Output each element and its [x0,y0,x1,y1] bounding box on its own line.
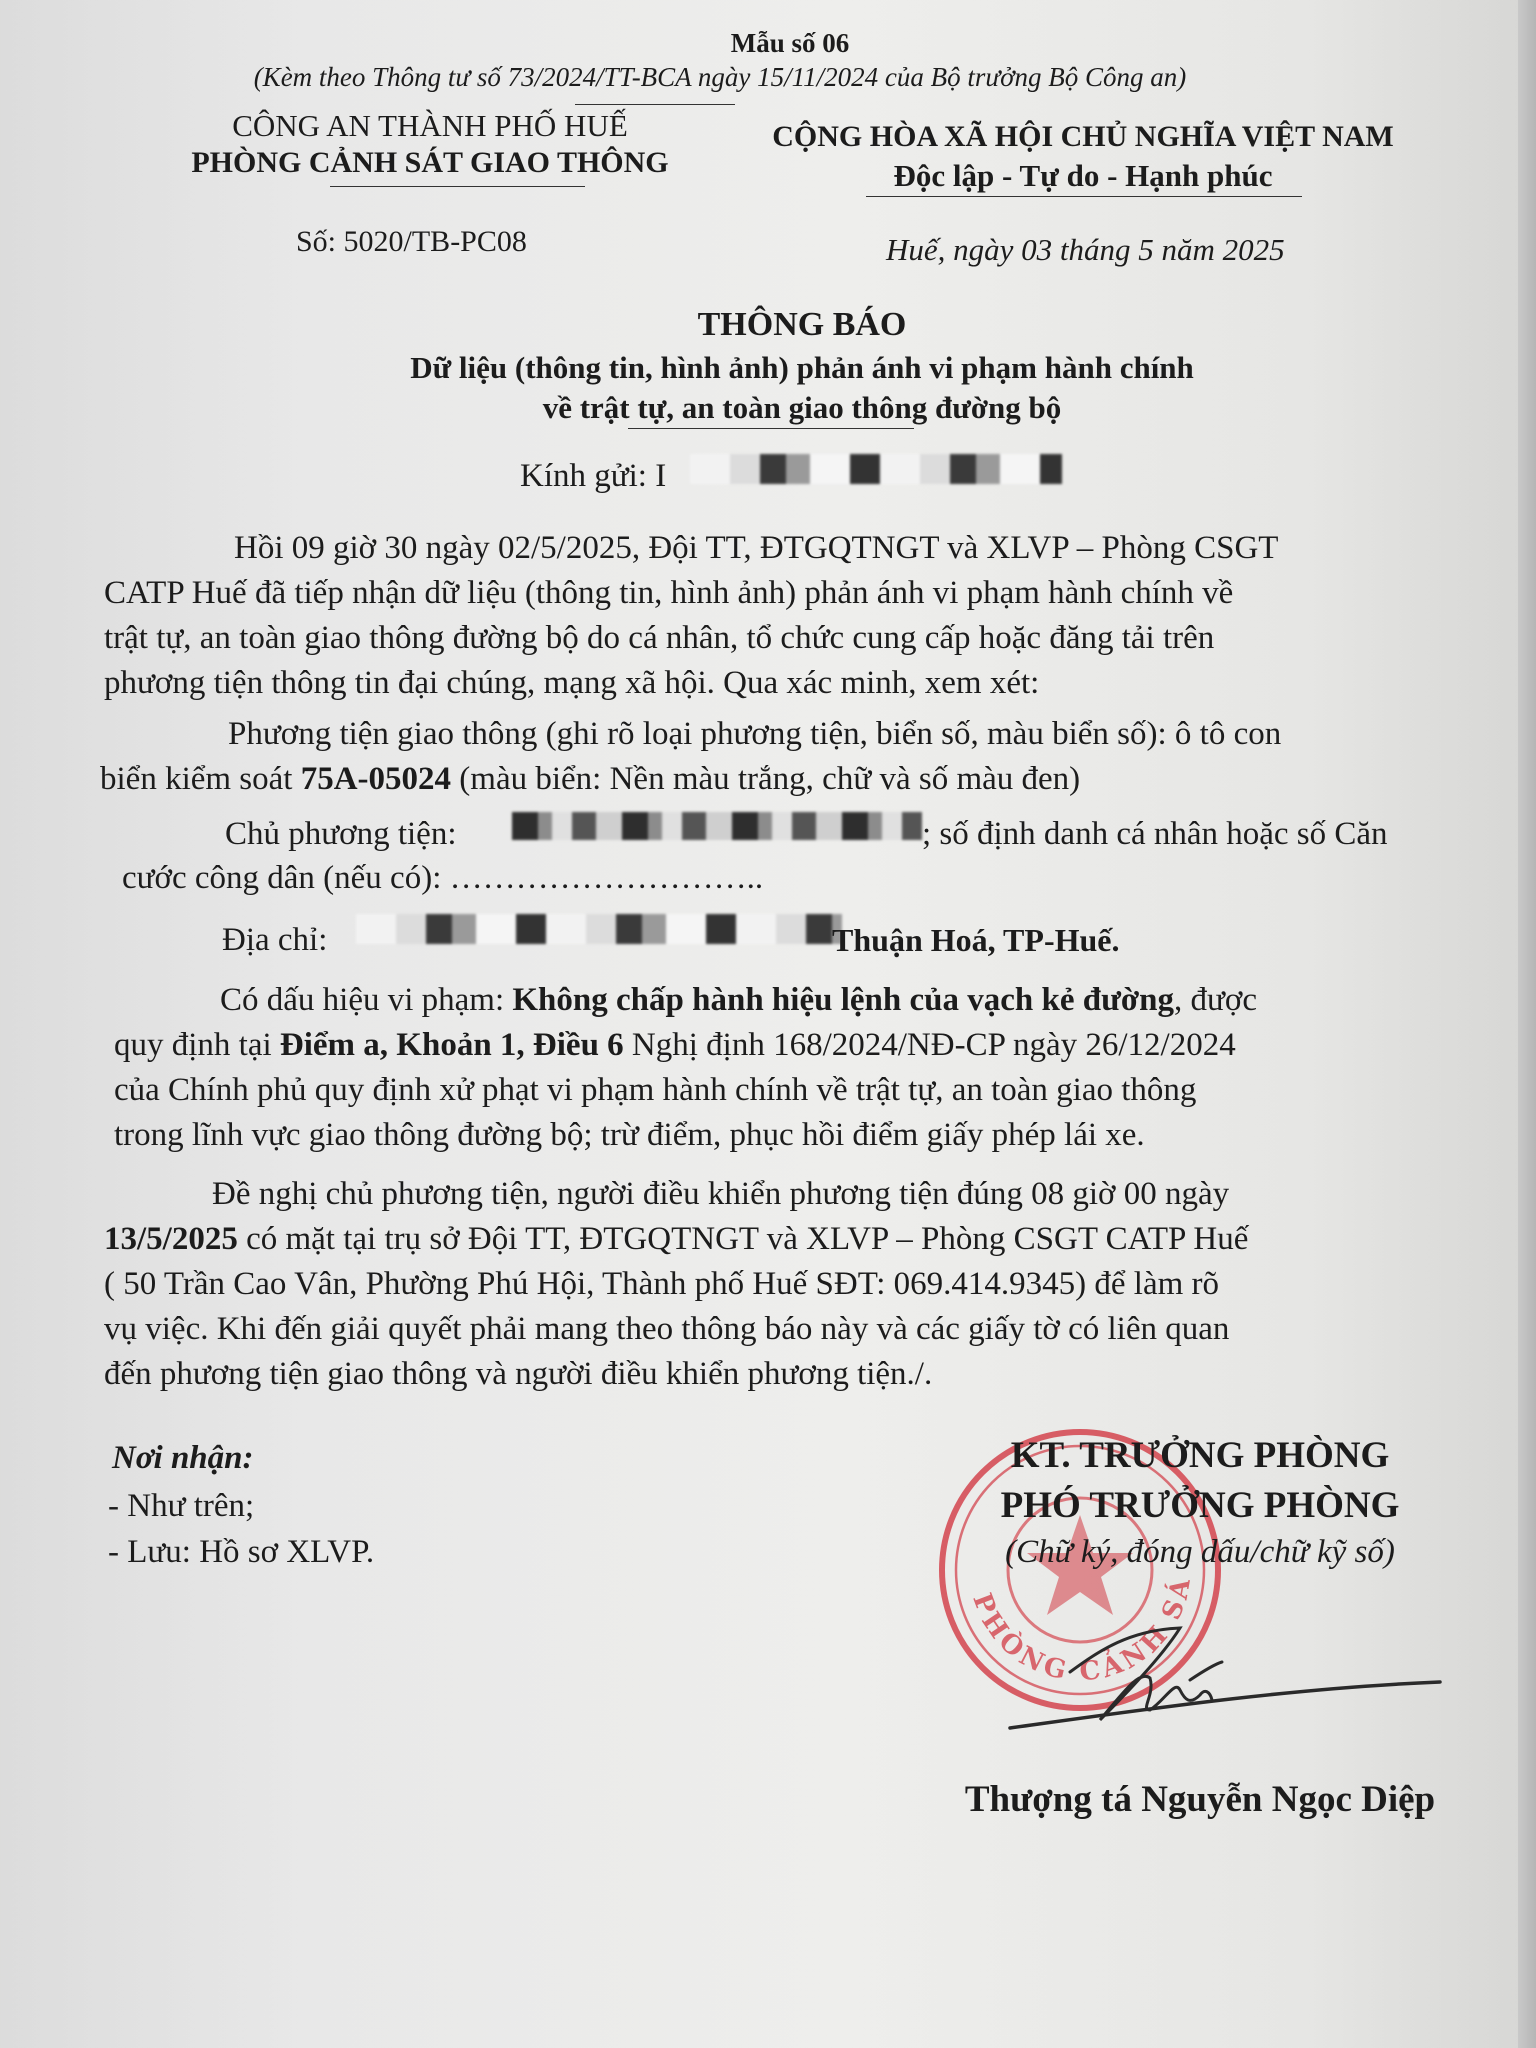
text-line [114,1023,1474,1068]
address-label: Địa chỉ: [222,922,328,958]
stamp-text: PHÒNG CẢNH SÁ [966,1573,1198,1688]
text-line: của Chính phủ quy định xử phạt vi phạm hành chính về trật tự, an toàn giao thông [114,1072,1197,1108]
signer-name: Thượng tá Nguyễn Ngọc Diệp [964,1779,1436,1820]
document-title: THÔNG BÁO [697,306,907,343]
text-span: Hồi 09 giờ 30 ngày 02/5/2025, Đội TT, ĐTGQTNGT và XLVP – Phòng CSGT [234,530,1279,566]
form-number: Mẫu số 06 [730,28,850,58]
violation-clause: Điểm a, Khoản 1, Điều 6 [279,1027,624,1063]
text-line: Đề nghị chủ phương tiện, người điều khiển phương tiện đúng 08 giờ 00 ngày [212,1176,1230,1212]
appointment-date: 13/5/2025 [104,1221,238,1257]
document-subtitle-2: về trật tự, an toàn giao thông đường bộ [542,390,1062,425]
text-line: CATP Huế đã tiếp nhận dữ liệu (thông tin, hình ảnh) phản ánh vi phạm hành chính về [104,575,1234,611]
license-plate: 75A-05024 [300,761,452,797]
redacted-owner-name [512,812,922,840]
text-line: vụ việc. Khi đến giải quyết phải mang theo thông báo này và các giấy tờ có liên quan [104,1311,1230,1347]
owner-id-label: ; số định danh cá nhân hoặc số Căn [922,816,1388,852]
recipient-item: - Lưu: Hồ sơ XLVP. [108,1534,375,1570]
national-title: CỘNG HÒA XÃ HỘI CHỦ NGHĨA VIỆT NAM [772,120,1394,153]
text-span: Có dấu hiệu vi phạm: [220,982,513,1018]
recipient-label: Kính gửi: I [520,458,667,494]
citizen-id-line: cước công dân (nếu có): ……………………….. [122,860,764,896]
text-line [104,526,1464,571]
text-span: quy định tại [114,1027,280,1063]
signature-title-2: PHÓ TRƯỞNG PHÒNG [1000,1485,1400,1526]
subtitle-underline [628,428,914,429]
text-line: trật tự, an toàn giao thông đường bộ do cá nhân, tổ chức cung cấp hoặc đăng tải trên [104,620,1215,656]
national-motto: Độc lập - Tự do - Hạnh phúc [893,158,1273,193]
issuer-line1: CÔNG AN THÀNH PHỐ HUẾ [232,108,628,143]
text-span: (màu biển: Nền màu trắng, chữ và số màu đen) [451,761,1081,797]
issuer-line2: PHÒNG CẢNH SÁT GIAO THÔNG [191,146,669,179]
address-tail: Thuận Hoá, TP-Huế. [832,922,1120,958]
text-span: có mặt tại trụ sở Đội TT, ĐTGQTNGT và XLVP – Phòng CSGT CATP Huế [237,1221,1249,1257]
text-line: trong lĩnh vực giao thông đường bộ; trừ điểm, phục hồi điểm giấy phép lái xe. [114,1117,1145,1153]
violation-name: Không chấp hành hiệu lệnh của vạch kẻ đường [512,982,1175,1018]
text-span: Nghị định 168/2024/NĐ-CP ngày 26/12/2024 [623,1027,1236,1063]
place-date: Huế, ngày 03 tháng 5 năm 2025 [886,232,1285,267]
document-subtitle-1: Dữ liệu (thông tin, hình ảnh) phản ánh vi phạm hành chính [410,350,1194,385]
text-span: biển kiểm soát [100,761,301,797]
text-line [104,1217,1464,1262]
signature-title-1: KT. TRƯỞNG PHÒNG [1010,1435,1390,1476]
issuer-underline [330,186,585,187]
recipient-item: - Như trên; [108,1488,255,1524]
paragraph-request [104,1172,1464,1397]
owner-label: Chủ phương tiện: [225,816,457,852]
text-line [114,978,1474,1023]
redacted-recipient-name [690,454,1062,484]
paragraph-intake [104,526,1464,706]
text-line: phương tiện thông tin đại chúng, mạng xã hội. Qua xác minh, xem xét: [104,665,1040,701]
redacted-address [356,914,842,944]
motto-underline [866,196,1302,197]
paragraph-violation [114,978,1474,1158]
recipients-title: Nơi nhận: [112,1440,254,1476]
handwritten-signature [990,1600,1450,1750]
document-number: Số: 5020/TB-PC08 [296,225,527,258]
text-line: đến phương tiện giao thông và người điều khiển phương tiện./. [104,1356,933,1392]
paragraph-vehicle [100,712,1460,802]
header-rule [575,104,735,105]
text-line: Phương tiện giao thông (ghi rõ loại phương tiện, biển số, màu biển số): ô tô con [228,716,1282,752]
text-line [100,757,1460,802]
form-basis: (Kèm theo Thông tư số 73/2024/TT-BCA ngày 15/11/2024 của Bộ trưởng Bộ Công an) [253,62,1187,92]
signature-note: (Chữ ký, đóng dấu/chữ kỹ số) [1005,1534,1395,1570]
text-line: ( 50 Trần Cao Vân, Phường Phú Hội, Thành phố Huế SĐT: 069.414.9345) để làm rõ [104,1266,1220,1302]
text-span: , được [1174,982,1257,1018]
